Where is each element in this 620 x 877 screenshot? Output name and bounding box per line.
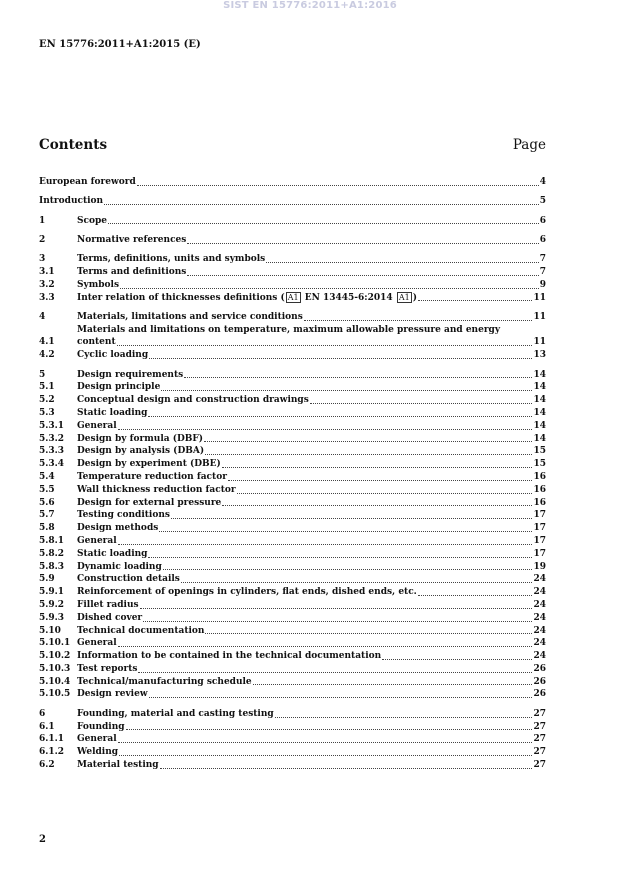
toc-entry-page: 24 bbox=[533, 651, 546, 662]
toc-entry-page: 27 bbox=[533, 734, 546, 745]
toc-entry-5-10[interactable] bbox=[39, 625, 546, 638]
toc-entry-number: 5.2 bbox=[39, 395, 55, 406]
toc-entry-4[interactable] bbox=[39, 311, 546, 324]
toc-entry-5-5[interactable] bbox=[39, 484, 546, 497]
toc-entry-page: 6 bbox=[539, 234, 546, 245]
toc-entry-title: Testing conditions bbox=[77, 510, 170, 521]
toc-entry-6[interactable] bbox=[39, 708, 546, 721]
toc-entry-title: Technical documentation bbox=[77, 625, 205, 636]
toc-entry-5-3[interactable] bbox=[39, 407, 546, 420]
toc-entry-5-8[interactable] bbox=[39, 522, 546, 535]
page-number: 2 bbox=[39, 834, 46, 845]
toc-entry-page: 24 bbox=[533, 638, 546, 649]
toc-entry-number: 5.3.2 bbox=[39, 433, 65, 444]
toc-entry-foreword[interactable] bbox=[39, 176, 546, 189]
toc-entry-number: 1 bbox=[39, 215, 46, 226]
toc-entry-number: 5.8.3 bbox=[39, 561, 65, 572]
toc-entry-title: Temperature reduction factor bbox=[77, 471, 227, 482]
toc-entry-title: Design by analysis (DBA) bbox=[77, 446, 205, 457]
toc-entry-5-3-1[interactable] bbox=[39, 420, 546, 433]
toc-entry-number: 5.5 bbox=[39, 484, 55, 495]
toc-entry-page: 11 bbox=[533, 337, 546, 348]
toc-entry-page: 5 bbox=[539, 196, 546, 207]
toc-entry-page: 4 bbox=[539, 177, 546, 187]
watermark: SIST EN 15776:2011+A1:2016 bbox=[223, 0, 397, 11]
toc-entry-number: 3.1 bbox=[39, 266, 55, 277]
toc-entry-page: 9 bbox=[539, 279, 546, 290]
toc-entry-title: Conceptual design and construction drawings bbox=[77, 395, 309, 406]
toc-entry-page: 24 bbox=[533, 625, 546, 636]
toc-entry-title: Inter relation of thicknesses definitions ( A1 EN 13445-6:2014 A1 ) bbox=[77, 292, 417, 303]
toc-entry-5[interactable] bbox=[39, 369, 546, 382]
toc-entry-number: 5.9.1 bbox=[39, 587, 65, 598]
toc-entry-title: Design review bbox=[77, 689, 148, 700]
toc-entry-title: Information to be contained in the technical documentation bbox=[77, 651, 382, 662]
toc-entry-page: 19 bbox=[533, 561, 546, 572]
toc-entry-title: Terms, definitions, units and symbols bbox=[77, 254, 266, 265]
toc-entry-number: 5.3.3 bbox=[39, 446, 65, 457]
toc-entry-title-continued: content bbox=[77, 337, 116, 348]
toc-entry-number: 5.9.2 bbox=[39, 599, 65, 610]
toc-entry-page: 6 bbox=[539, 215, 546, 226]
amendment-end-marker: A1 bbox=[398, 292, 410, 302]
toc-entry-title: Static loading bbox=[77, 407, 148, 418]
toc-entry-title: Test reports bbox=[77, 663, 138, 674]
toc-entry-page: 15 bbox=[533, 446, 546, 457]
toc-entry-title: Materials, limitations and service conditions bbox=[77, 311, 303, 322]
toc-entry-title: Founding, material and casting testing bbox=[77, 708, 274, 719]
toc-entry-number: 5.8.1 bbox=[39, 535, 65, 546]
toc-entry-number: 5.8.2 bbox=[39, 548, 65, 559]
toc-entry-title: Symbols bbox=[77, 279, 120, 290]
toc-entry-page: 16 bbox=[533, 484, 546, 495]
toc-entry-number: 5.10.1 bbox=[39, 638, 71, 649]
toc-entry-number: 5.10.4 bbox=[39, 676, 71, 687]
toc-entry-5-10-4[interactable] bbox=[39, 676, 546, 689]
table-of-contents bbox=[39, 176, 546, 772]
toc-entry-6-1-2[interactable] bbox=[39, 746, 546, 759]
toc-entry-title: Normative references bbox=[77, 234, 187, 245]
toc-entry-page: 7 bbox=[539, 254, 546, 265]
toc-entry-5-7[interactable] bbox=[39, 509, 546, 522]
toc-entry-5-8-1[interactable] bbox=[39, 535, 546, 548]
toc-entry-5-9-3[interactable] bbox=[39, 612, 546, 625]
toc-entry-5-10-5[interactable] bbox=[39, 688, 546, 701]
toc-entry-title: Material testing bbox=[77, 759, 159, 770]
toc-entry-title: Dished cover bbox=[77, 612, 143, 623]
toc-entry-number: 5.9 bbox=[39, 574, 55, 585]
toc-entry-5-6[interactable] bbox=[39, 497, 546, 510]
toc-entry-page: 24 bbox=[533, 587, 546, 598]
toc-entry-title: Fillet radius bbox=[77, 599, 139, 610]
toc-entry-number: 5.4 bbox=[39, 471, 55, 482]
toc-entry-6-1-1[interactable] bbox=[39, 733, 546, 746]
toc-entry-page: 13 bbox=[533, 350, 546, 361]
toc-entry-title: Materials and limitations on temperature, maximum allowable pressure and energy bbox=[77, 324, 501, 335]
toc-entry-5-1[interactable] bbox=[39, 381, 546, 394]
toc-entry-page: 14 bbox=[533, 382, 546, 393]
toc-entry-number: 5.7 bbox=[39, 510, 55, 521]
toc-entry-page: 14 bbox=[533, 369, 546, 380]
toc-entry-number: 5.8 bbox=[39, 523, 55, 534]
toc-entry-number: 4.2 bbox=[39, 350, 55, 361]
toc-entry-5-10-2[interactable] bbox=[39, 650, 546, 663]
toc-entry-number: 5 bbox=[39, 369, 46, 380]
toc-entry-page: 17 bbox=[533, 548, 546, 559]
toc-entry-page: 16 bbox=[533, 497, 546, 508]
toc-entry-page: 14 bbox=[533, 433, 546, 444]
toc-entry-title: Terms and definitions bbox=[77, 266, 187, 277]
toc-entry-page: 11 bbox=[533, 292, 546, 303]
toc-entry-page: 24 bbox=[533, 599, 546, 610]
toc-entry-title: Cyclic loading bbox=[77, 350, 149, 361]
toc-entry-page: 24 bbox=[533, 612, 546, 623]
toc-entry-1[interactable] bbox=[39, 215, 546, 228]
toc-entry-5-10-1[interactable] bbox=[39, 637, 546, 650]
toc-entry-page: 27 bbox=[533, 721, 546, 732]
toc-entry-number: 3 bbox=[39, 254, 46, 265]
toc-entry-title: General bbox=[77, 535, 117, 546]
toc-entry-number: 6.1 bbox=[39, 721, 55, 732]
toc-entry-title: Design by formula (DBF) bbox=[77, 433, 204, 444]
toc-entry-page: 24 bbox=[533, 574, 546, 585]
toc-entry-page: 17 bbox=[533, 535, 546, 546]
toc-entry-3-3[interactable] bbox=[39, 292, 546, 305]
toc-entry-2[interactable] bbox=[39, 234, 546, 247]
toc-entry-number: 6.1.2 bbox=[39, 747, 65, 758]
toc-entry-title: Wall thickness reduction factor bbox=[77, 484, 236, 495]
toc-entry-title: General bbox=[77, 638, 117, 649]
toc-entry-5-4[interactable] bbox=[39, 471, 546, 484]
toc-entry-5-3-3[interactable] bbox=[39, 445, 546, 458]
toc-entry-4-2[interactable] bbox=[39, 349, 546, 362]
toc-entry-number: 5.9.3 bbox=[39, 612, 65, 623]
toc-entry-page: 7 bbox=[539, 266, 546, 277]
toc-entry-number: 4 bbox=[39, 311, 46, 322]
toc-entry-3-2[interactable] bbox=[39, 279, 546, 292]
toc-entry-number: 5.10.3 bbox=[39, 663, 71, 674]
toc-entry-page: 26 bbox=[533, 663, 546, 674]
toc-entry-title: Design requirements bbox=[77, 369, 184, 380]
toc-entry-page: 14 bbox=[533, 407, 546, 418]
toc-entry-page: 14 bbox=[533, 395, 546, 406]
toc-entry-title: Design for external pressure bbox=[77, 497, 222, 508]
toc-entry-title: General bbox=[77, 420, 117, 431]
page-column-label: Page bbox=[512, 137, 546, 153]
toc-entry-number: 3.3 bbox=[39, 292, 55, 303]
toc-entry-title: Reinforcement of openings in cylinders, flat ends, dished ends, etc. bbox=[77, 587, 417, 598]
toc-entry-number: 5.6 bbox=[39, 497, 55, 508]
toc-entry-page: 26 bbox=[533, 689, 546, 700]
toc-entry-5-10-3[interactable] bbox=[39, 663, 546, 676]
toc-entry-number: 5.3 bbox=[39, 407, 55, 418]
toc-entry-number: 6.1.1 bbox=[39, 734, 65, 745]
toc-entry-5-9[interactable] bbox=[39, 573, 546, 586]
toc-entry-5-2[interactable] bbox=[39, 394, 546, 407]
toc-entry-3-1[interactable] bbox=[39, 266, 546, 279]
contents-heading: Contents bbox=[39, 137, 108, 153]
toc-entry-title: Dynamic loading bbox=[77, 561, 162, 572]
toc-entry-title: Static loading bbox=[77, 548, 148, 559]
toc-entry-number: 5.3.4 bbox=[39, 459, 65, 470]
toc-entry-number: 5.1 bbox=[39, 382, 55, 393]
toc-entry-introduction[interactable] bbox=[39, 195, 546, 208]
toc-entry-5-8-2[interactable] bbox=[39, 548, 546, 561]
toc-entry-page: 14 bbox=[533, 420, 546, 431]
toc-entry-title: Founding bbox=[77, 721, 125, 732]
toc-entry-number: 5.3.1 bbox=[39, 420, 65, 431]
toc-entry-page: 27 bbox=[533, 759, 546, 770]
toc-entry-4-1[interactable] bbox=[39, 324, 546, 350]
toc-entry-number: 4.1 bbox=[39, 337, 55, 348]
toc-entry-title: European foreword bbox=[39, 177, 136, 187]
toc-entry-title: Technical/manufacturing schedule bbox=[77, 676, 252, 687]
toc-entry-page: 17 bbox=[533, 510, 546, 521]
toc-entry-number: 3.2 bbox=[39, 279, 55, 290]
toc-entry-title: Welding bbox=[77, 747, 119, 758]
toc-entry-3[interactable] bbox=[39, 253, 546, 266]
toc-entry-title: Design methods bbox=[77, 523, 159, 534]
toc-entry-number: 6.2 bbox=[39, 759, 55, 770]
toc-entry-5-9-1[interactable] bbox=[39, 586, 546, 599]
toc-entry-page: 26 bbox=[533, 676, 546, 687]
toc-entry-page: 16 bbox=[533, 471, 546, 482]
toc-entry-number: 5.10.5 bbox=[39, 689, 71, 700]
toc-entry-5-3-2[interactable] bbox=[39, 433, 546, 446]
toc-entry-number: 5.10 bbox=[39, 625, 61, 636]
toc-entry-number: 2 bbox=[39, 234, 46, 245]
toc-entry-title: Construction details bbox=[77, 574, 180, 585]
toc-entry-5-8-3[interactable] bbox=[39, 561, 546, 574]
toc-entry-page: 15 bbox=[533, 459, 546, 470]
toc-entry-title: Scope bbox=[77, 215, 108, 226]
toc-entry-title: General bbox=[77, 734, 117, 745]
toc-entry-number: 5.10.2 bbox=[39, 651, 71, 662]
toc-entry-title: Design by experiment (DBE) bbox=[77, 459, 221, 470]
toc-entry-6-1[interactable] bbox=[39, 721, 546, 734]
toc-entry-title: Introduction bbox=[39, 196, 104, 207]
toc-entry-page: 27 bbox=[533, 708, 546, 719]
toc-entry-title: Design principle bbox=[77, 382, 161, 393]
amendment-start-marker: A1 bbox=[287, 292, 299, 302]
toc-entry-page: 27 bbox=[533, 747, 546, 758]
toc-entry-number: 6 bbox=[39, 708, 46, 719]
toc-entry-page: 17 bbox=[533, 523, 546, 534]
toc-entry-5-3-4[interactable] bbox=[39, 458, 546, 471]
toc-entry-6-2[interactable] bbox=[39, 759, 546, 772]
document-identifier: EN 15776:2011+A1:2015 (E) bbox=[39, 39, 201, 50]
toc-entry-page: 11 bbox=[533, 311, 546, 322]
toc-entry-5-9-2[interactable] bbox=[39, 599, 546, 612]
